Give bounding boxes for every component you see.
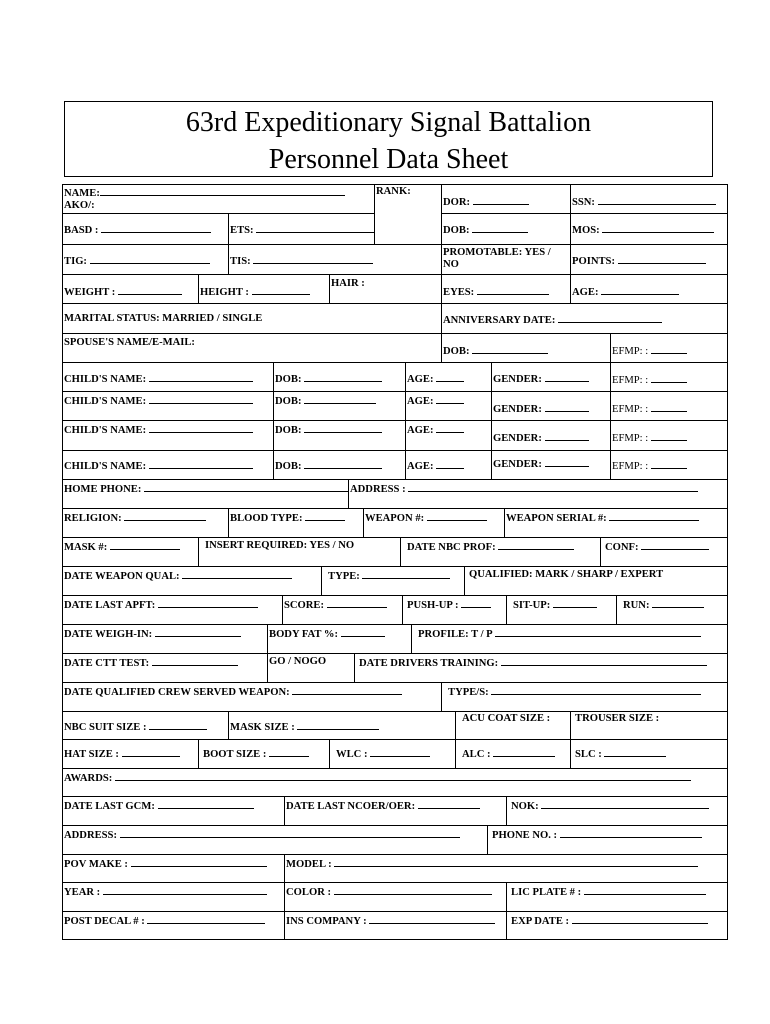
model-field[interactable] bbox=[284, 854, 728, 883]
mos-label: MOS: bbox=[572, 225, 600, 236]
nok-field[interactable] bbox=[506, 796, 728, 826]
trouser-size-label: TROUSER SIZE : bbox=[575, 713, 660, 724]
weapon-number-field[interactable] bbox=[363, 508, 505, 538]
child-4-dob-label: DOB: bbox=[275, 461, 302, 472]
body-fat-label: BODY FAT %: bbox=[269, 629, 339, 640]
lic-plate-field[interactable] bbox=[506, 882, 728, 912]
name-label: NAME: bbox=[64, 188, 100, 199]
date-qualified-crew-field[interactable] bbox=[62, 682, 442, 712]
child-2-dob-label: DOB: bbox=[275, 396, 302, 407]
child-4-gender-field[interactable] bbox=[491, 450, 611, 480]
qualified-field[interactable] bbox=[464, 566, 728, 596]
type-label: TYPE: bbox=[328, 571, 360, 582]
nok-address-field[interactable] bbox=[62, 825, 488, 855]
color-field[interactable] bbox=[284, 882, 507, 912]
tis-field[interactable] bbox=[228, 244, 442, 275]
mask-size-field[interactable] bbox=[228, 711, 456, 740]
child-1-age-field[interactable] bbox=[405, 362, 492, 392]
weight-field[interactable] bbox=[62, 274, 199, 304]
profile-label: PROFILE: T / P bbox=[418, 629, 493, 640]
child-4-dob-field[interactable] bbox=[273, 450, 406, 480]
child-3-gender-field[interactable] bbox=[491, 420, 611, 451]
insert-required-label: INSERT REQUIRED: YES / NO bbox=[205, 540, 355, 551]
child-1-efmp-field[interactable] bbox=[610, 362, 728, 392]
basd-field[interactable] bbox=[62, 213, 229, 245]
hair-field[interactable] bbox=[329, 274, 442, 304]
ssn-field[interactable] bbox=[570, 184, 728, 214]
tig-label: TIG: bbox=[64, 256, 87, 267]
religion-label: RELIGION: bbox=[64, 513, 122, 524]
child-3-name-label: CHILD'S NAME: bbox=[64, 425, 147, 436]
date-last-ncoer-label: DATE LAST NCOER/OER: bbox=[286, 801, 416, 812]
boot-size-field[interactable] bbox=[198, 739, 330, 769]
conf-field[interactable] bbox=[600, 537, 728, 567]
address-field[interactable] bbox=[348, 479, 728, 509]
eyes-label: EYES: bbox=[443, 287, 475, 298]
run-label: RUN: bbox=[623, 600, 650, 611]
date-last-apft-field[interactable] bbox=[62, 595, 283, 625]
child-3-efmp-label: EFMP: : bbox=[612, 433, 649, 444]
spouse-name-label: SPOUSE'S NAME/E-MAIL: bbox=[64, 337, 195, 348]
hat-size-label: HAT SIZE : bbox=[64, 749, 119, 760]
child-2-dob-field[interactable] bbox=[273, 391, 406, 421]
address-label: ADDRESS : bbox=[350, 484, 406, 495]
sit-up-label: SIT-UP: bbox=[513, 600, 551, 611]
color-label: COLOR : bbox=[286, 887, 332, 898]
wlc-field[interactable] bbox=[329, 739, 456, 769]
alc-field[interactable] bbox=[455, 739, 571, 769]
child-1-name-label: CHILD'S NAME: bbox=[64, 374, 147, 385]
ins-company-label: INS COMPANY : bbox=[286, 916, 367, 927]
date-nbc-prof-label: DATE NBC PROF: bbox=[407, 542, 496, 553]
form-title-box bbox=[64, 101, 713, 177]
push-up-label: PUSH-UP : bbox=[407, 600, 459, 611]
form-title-line2: Personnel Data Sheet bbox=[268, 144, 509, 175]
ako-label: AKO/: bbox=[64, 200, 95, 211]
ins-company-field[interactable] bbox=[284, 911, 507, 940]
slc-label: SLC : bbox=[575, 749, 602, 760]
model-label: MODEL : bbox=[286, 859, 332, 870]
weight-label: WEIGHT : bbox=[64, 287, 116, 298]
child-4-age-field[interactable] bbox=[405, 450, 492, 480]
date-last-gcm-label: DATE LAST GCM: bbox=[64, 801, 155, 812]
age-field[interactable] bbox=[570, 274, 728, 304]
date-last-ncoer-field[interactable] bbox=[284, 796, 507, 826]
pov-make-field[interactable] bbox=[62, 854, 285, 883]
score-field[interactable] bbox=[282, 595, 403, 625]
height-field[interactable] bbox=[198, 274, 330, 304]
year-field[interactable] bbox=[62, 882, 285, 912]
child-3-name-field[interactable] bbox=[62, 420, 274, 451]
child-1-name-field[interactable] bbox=[62, 362, 274, 392]
tig-field[interactable] bbox=[62, 244, 229, 275]
awards-field[interactable] bbox=[62, 768, 728, 797]
mask-size-label: MASK SIZE : bbox=[230, 722, 295, 733]
points-label: POINTS: bbox=[572, 256, 615, 267]
child-3-age-label: AGE: bbox=[407, 425, 434, 436]
date-ctt-test-field[interactable] bbox=[62, 653, 268, 683]
child-4-name-label: CHILD'S NAME: bbox=[64, 461, 147, 472]
acu-coat-size-label: ACU COAT SIZE : bbox=[462, 713, 551, 724]
marital-status-field[interactable] bbox=[62, 303, 442, 334]
nok-label: NOK: bbox=[511, 801, 539, 812]
points-field[interactable] bbox=[570, 244, 728, 275]
home-phone-label: HOME PHONE: bbox=[64, 484, 142, 495]
mask-number-field[interactable] bbox=[62, 537, 199, 567]
mos-field[interactable] bbox=[570, 213, 728, 245]
nok-address-label: ADDRESS: bbox=[64, 830, 117, 841]
date-drivers-training-label: DATE DRIVERS TRAINING: bbox=[359, 658, 499, 669]
lic-plate-label: LIC PLATE # : bbox=[511, 887, 582, 898]
boot-size-label: BOOT SIZE : bbox=[203, 749, 267, 760]
anniversary-date-field[interactable] bbox=[441, 303, 728, 334]
insert-required-field[interactable] bbox=[198, 537, 401, 567]
sit-up-field[interactable] bbox=[506, 595, 617, 625]
child-2-age-field[interactable] bbox=[405, 391, 492, 421]
child-2-name-label: CHILD'S NAME: bbox=[64, 396, 147, 407]
anniversary-date-label: ANNIVERSARY DATE: bbox=[443, 315, 556, 326]
child-4-name-field[interactable] bbox=[62, 450, 274, 480]
alc-label: ALC : bbox=[462, 749, 491, 760]
dor-label: DOR: bbox=[443, 197, 471, 208]
eyes-field[interactable] bbox=[441, 274, 571, 304]
go-nogo-field[interactable] bbox=[267, 653, 355, 683]
date-weapon-qual-field[interactable] bbox=[62, 566, 322, 596]
go-nogo-label: GO / NOGO bbox=[269, 656, 327, 667]
trouser-size-field[interactable] bbox=[570, 711, 728, 740]
qualified-label: QUALIFIED: MARK / SHARP / EXPERT bbox=[469, 569, 664, 580]
basd-label: BASD : bbox=[64, 225, 99, 236]
child-1-gender-field[interactable] bbox=[491, 362, 611, 392]
spouse-efmp-label: EFMP: : bbox=[612, 346, 649, 357]
child-1-dob-field[interactable] bbox=[273, 362, 406, 392]
nbc-suit-size-field[interactable] bbox=[62, 711, 229, 740]
hat-size-field[interactable] bbox=[62, 739, 199, 769]
awards-label: AWARDS: bbox=[64, 773, 113, 784]
child-2-efmp-field[interactable] bbox=[610, 391, 728, 421]
rank-label: RANK: bbox=[376, 186, 411, 197]
date-weigh-in-label: DATE WEIGH-IN: bbox=[64, 629, 153, 640]
post-decal-field[interactable] bbox=[62, 911, 285, 940]
ets-label: ETS: bbox=[230, 225, 254, 236]
date-drivers-training-field[interactable] bbox=[354, 653, 728, 683]
child-2-gender-label: GENDER: bbox=[493, 404, 542, 415]
child-1-dob-label: DOB: bbox=[275, 374, 302, 385]
ssn-label: SSN: bbox=[572, 197, 595, 208]
pov-make-label: POV MAKE : bbox=[64, 859, 128, 870]
ets-field[interactable] bbox=[228, 213, 375, 245]
dob-field[interactable] bbox=[441, 213, 571, 245]
child-2-age-label: AGE: bbox=[407, 396, 434, 407]
types-field[interactable] bbox=[441, 682, 728, 712]
child-1-age-label: AGE: bbox=[407, 374, 434, 385]
profile-field[interactable] bbox=[411, 624, 728, 654]
exp-date-field[interactable] bbox=[506, 911, 728, 940]
date-ctt-test-label: DATE CTT TEST: bbox=[64, 658, 150, 669]
blood-type-label: BLOOD TYPE: bbox=[230, 513, 303, 524]
child-3-gender-label: GENDER: bbox=[493, 433, 542, 444]
child-3-age-field[interactable] bbox=[405, 420, 492, 451]
conf-label: CONF: bbox=[605, 542, 639, 553]
mask-number-label: MASK #: bbox=[64, 542, 108, 553]
promotable-field[interactable] bbox=[441, 244, 571, 275]
age-label: AGE: bbox=[572, 287, 599, 298]
wlc-label: WLC : bbox=[336, 749, 368, 760]
promotable-label: PROMOTABLE: YES / NO bbox=[443, 247, 551, 270]
child-1-gender-label: GENDER: bbox=[493, 374, 542, 385]
exp-date-label: EXP DATE : bbox=[511, 916, 570, 927]
weapon-serial-label: WEAPON SERIAL #: bbox=[506, 513, 607, 524]
push-up-field[interactable] bbox=[402, 595, 507, 625]
weapon-number-label: WEAPON #: bbox=[365, 513, 425, 524]
types-label: TYPE/S: bbox=[448, 687, 489, 698]
child-2-efmp-label: EFMP: : bbox=[612, 404, 649, 415]
hair-label: HAIR : bbox=[331, 278, 365, 289]
date-nbc-prof-field[interactable] bbox=[400, 537, 601, 567]
rank-field[interactable] bbox=[374, 184, 442, 245]
phone-no-field[interactable] bbox=[487, 825, 728, 855]
date-weigh-in-field[interactable] bbox=[62, 624, 268, 654]
height-label: HEIGHT : bbox=[200, 287, 249, 298]
type-field[interactable] bbox=[321, 566, 465, 596]
child-4-efmp-field[interactable] bbox=[610, 450, 728, 480]
spouse-dob-label: DOB: bbox=[443, 346, 470, 357]
child-2-name-field[interactable] bbox=[62, 391, 274, 421]
dor-field[interactable] bbox=[441, 184, 571, 214]
phone-no-label: PHONE NO. : bbox=[492, 830, 558, 841]
name-field[interactable] bbox=[62, 184, 375, 214]
tis-label: TIS: bbox=[230, 256, 251, 267]
child-3-efmp-field[interactable] bbox=[610, 420, 728, 451]
child-3-dob-field[interactable] bbox=[273, 420, 406, 451]
child-1-efmp-label: EFMP: : bbox=[612, 375, 649, 386]
personnel-form bbox=[62, 184, 728, 940]
year-label: YEAR : bbox=[64, 887, 101, 898]
home-phone-field[interactable] bbox=[62, 479, 349, 509]
religion-field[interactable] bbox=[62, 508, 229, 538]
date-weapon-qual-label: DATE WEAPON QUAL: bbox=[64, 571, 180, 582]
date-last-gcm-field[interactable] bbox=[62, 796, 285, 826]
child-4-gender-label: GENDER: bbox=[493, 459, 542, 470]
date-last-apft-label: DATE LAST APFT: bbox=[64, 600, 156, 611]
nbc-suit-size-label: NBC SUIT SIZE : bbox=[64, 722, 147, 733]
weapon-serial-field[interactable] bbox=[504, 508, 728, 538]
child-4-efmp-label: EFMP: : bbox=[612, 461, 649, 472]
dob-label: DOB: bbox=[443, 225, 470, 236]
body-fat-field[interactable] bbox=[267, 624, 412, 654]
post-decal-label: POST DECAL # : bbox=[64, 916, 145, 927]
form-title-line1: 63rd Expeditionary Signal Battalion bbox=[185, 107, 592, 138]
score-label: SCORE: bbox=[284, 600, 325, 611]
marital-status-label: MARITAL STATUS: MARRIED / SINGLE bbox=[64, 313, 263, 324]
spouse-efmp-field[interactable] bbox=[610, 333, 728, 363]
child-4-age-label: AGE: bbox=[407, 461, 434, 472]
run-field[interactable] bbox=[616, 595, 728, 625]
slc-field[interactable] bbox=[570, 739, 728, 769]
spouse-name-field[interactable] bbox=[62, 333, 442, 363]
acu-coat-size-field[interactable] bbox=[455, 711, 571, 740]
spouse-dob-field[interactable] bbox=[441, 333, 611, 363]
child-3-dob-label: DOB: bbox=[275, 425, 302, 436]
child-2-gender-field[interactable] bbox=[491, 391, 611, 421]
date-qualified-crew-label: DATE QUALIFIED CREW SERVED WEAPON: bbox=[64, 687, 290, 698]
blood-type-field[interactable] bbox=[228, 508, 364, 538]
